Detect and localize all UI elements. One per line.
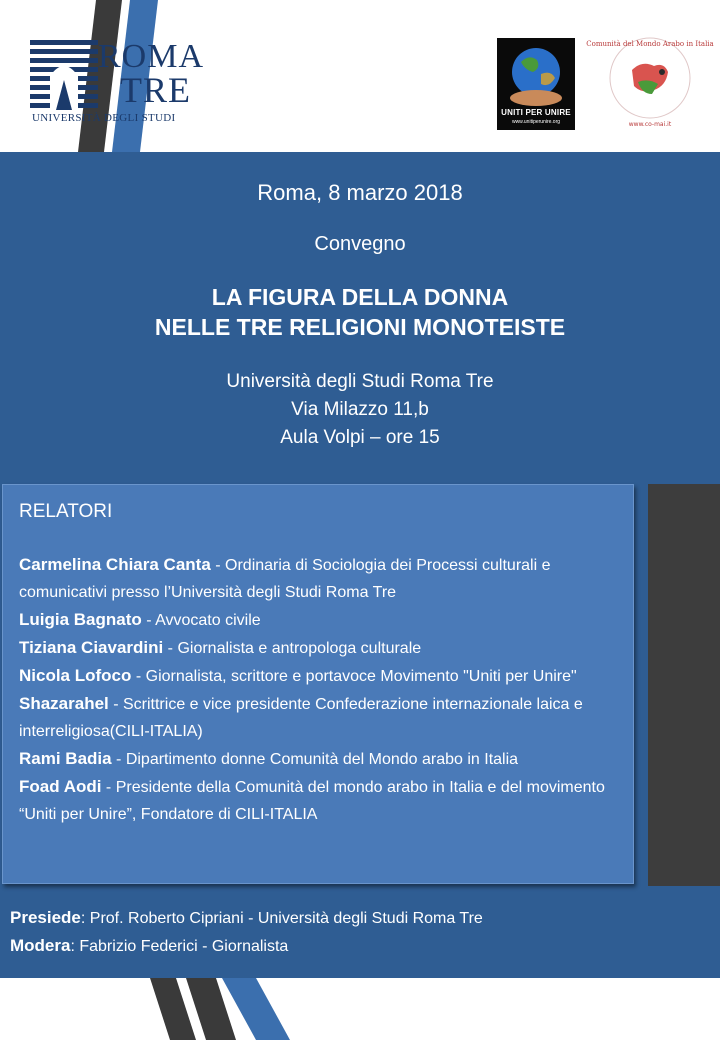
- roma-tre-logo: [30, 38, 205, 128]
- uniti-per-unire-label: UNITI PER UNIRE: [501, 108, 571, 117]
- chair-credits: [10, 904, 483, 960]
- header: [0, 0, 720, 152]
- speaker-role: - Giornalista e antropologa culturale: [163, 640, 422, 657]
- modera-line: [10, 932, 483, 960]
- presiede-line: [10, 904, 483, 932]
- presiede-text: : Prof. Roberto Cipriani - Università degli Studi Roma Tre: [80, 910, 483, 927]
- speaker-name: Luigia Bagnato: [19, 610, 142, 629]
- speaker-item: [19, 773, 623, 828]
- speaker-role: - Avvocato civile: [141, 612, 261, 629]
- speaker-role: - Scrittrice e vice presidente Confederazione internazionale laica e interreligiosa(CILI-ITALIA): [19, 696, 583, 740]
- decorative-gray-block: [648, 484, 720, 886]
- venue-line1: Università degli Studi Roma Tre: [226, 371, 494, 392]
- speaker-item: [19, 551, 623, 606]
- speaker-item: [19, 745, 623, 773]
- event-type: Convegno: [314, 233, 406, 255]
- comunita-seal-text: Comunità del Mondo Arabo in Italia: [586, 40, 714, 48]
- speaker-name: Carmelina Chiara Canta: [19, 555, 211, 574]
- speaker-role: - Giornalista, scrittore e portavoce Movimento "Uniti per Unire": [131, 668, 577, 685]
- bottom-stripes: [0, 978, 720, 1040]
- speaker-name: Rami Badia: [19, 749, 112, 768]
- venue-line2: Via Milazzo 11,b: [291, 399, 429, 420]
- event-title: [0, 282, 720, 342]
- speaker-name: Nicola Lofoco: [19, 666, 132, 685]
- event-title-line2: NELLE TRE RELIGIONI MONOTEISTE: [154, 314, 566, 340]
- event-venue: [0, 368, 720, 452]
- venue-line3: Aula Volpi – ore 15: [280, 427, 440, 448]
- roma-tre-wordmark-tre: TRE: [120, 70, 191, 110]
- comunita-seal-url: www.co-mai.it: [628, 121, 672, 128]
- relatori-panel: [2, 484, 634, 884]
- speaker-name: Tiziana Ciavardini: [19, 638, 164, 657]
- speaker-item: [19, 662, 623, 690]
- modera-text: : Fabrizio Federici - Giornalista: [70, 938, 289, 955]
- speaker-item: [19, 634, 623, 662]
- presiede-label: Presiede: [10, 908, 81, 927]
- roma-tre-wordmark-roma: ROMA: [98, 38, 205, 75]
- modera-label: Modera: [10, 936, 71, 955]
- speaker-item: [19, 606, 623, 634]
- event-date: Roma, 8 marzo 2018: [257, 180, 463, 205]
- event-title-line1: LA FIGURA DELLA DONNA: [211, 284, 509, 310]
- uniti-per-unire-logo: [497, 38, 575, 130]
- speaker-role: - Dipartimento donne Comunità del Mondo arabo in Italia: [111, 751, 519, 768]
- uniti-per-unire-url: www.unitiperunire.org: [511, 119, 561, 125]
- speaker-role: - Presidente della Comunità del mondo arabo in Italia e del movimento “Uniti per Unire”, Fondatore di CILI-ITALIA: [19, 779, 605, 823]
- speaker-name: Foad Aodi: [19, 777, 102, 796]
- speaker-list: [19, 551, 623, 828]
- roma-tre-arch-icon: [30, 40, 102, 114]
- roma-tre-subtitle: UNIVERSITÀ DEGLI STUDI: [32, 112, 176, 124]
- speaker-item: [19, 690, 623, 745]
- comunita-mondo-arabo-logo: [586, 32, 714, 130]
- globe-hands-icon: [497, 38, 575, 108]
- relatori-heading: RELATORI: [19, 501, 113, 522]
- speaker-name: Shazarahel: [19, 694, 109, 713]
- comunita-seal-icon: [586, 32, 714, 130]
- speaker-role: - Ordinaria di Sociologia dei Processi culturali e comunicativi presso l’Università degli Studi Roma Tre: [19, 557, 551, 601]
